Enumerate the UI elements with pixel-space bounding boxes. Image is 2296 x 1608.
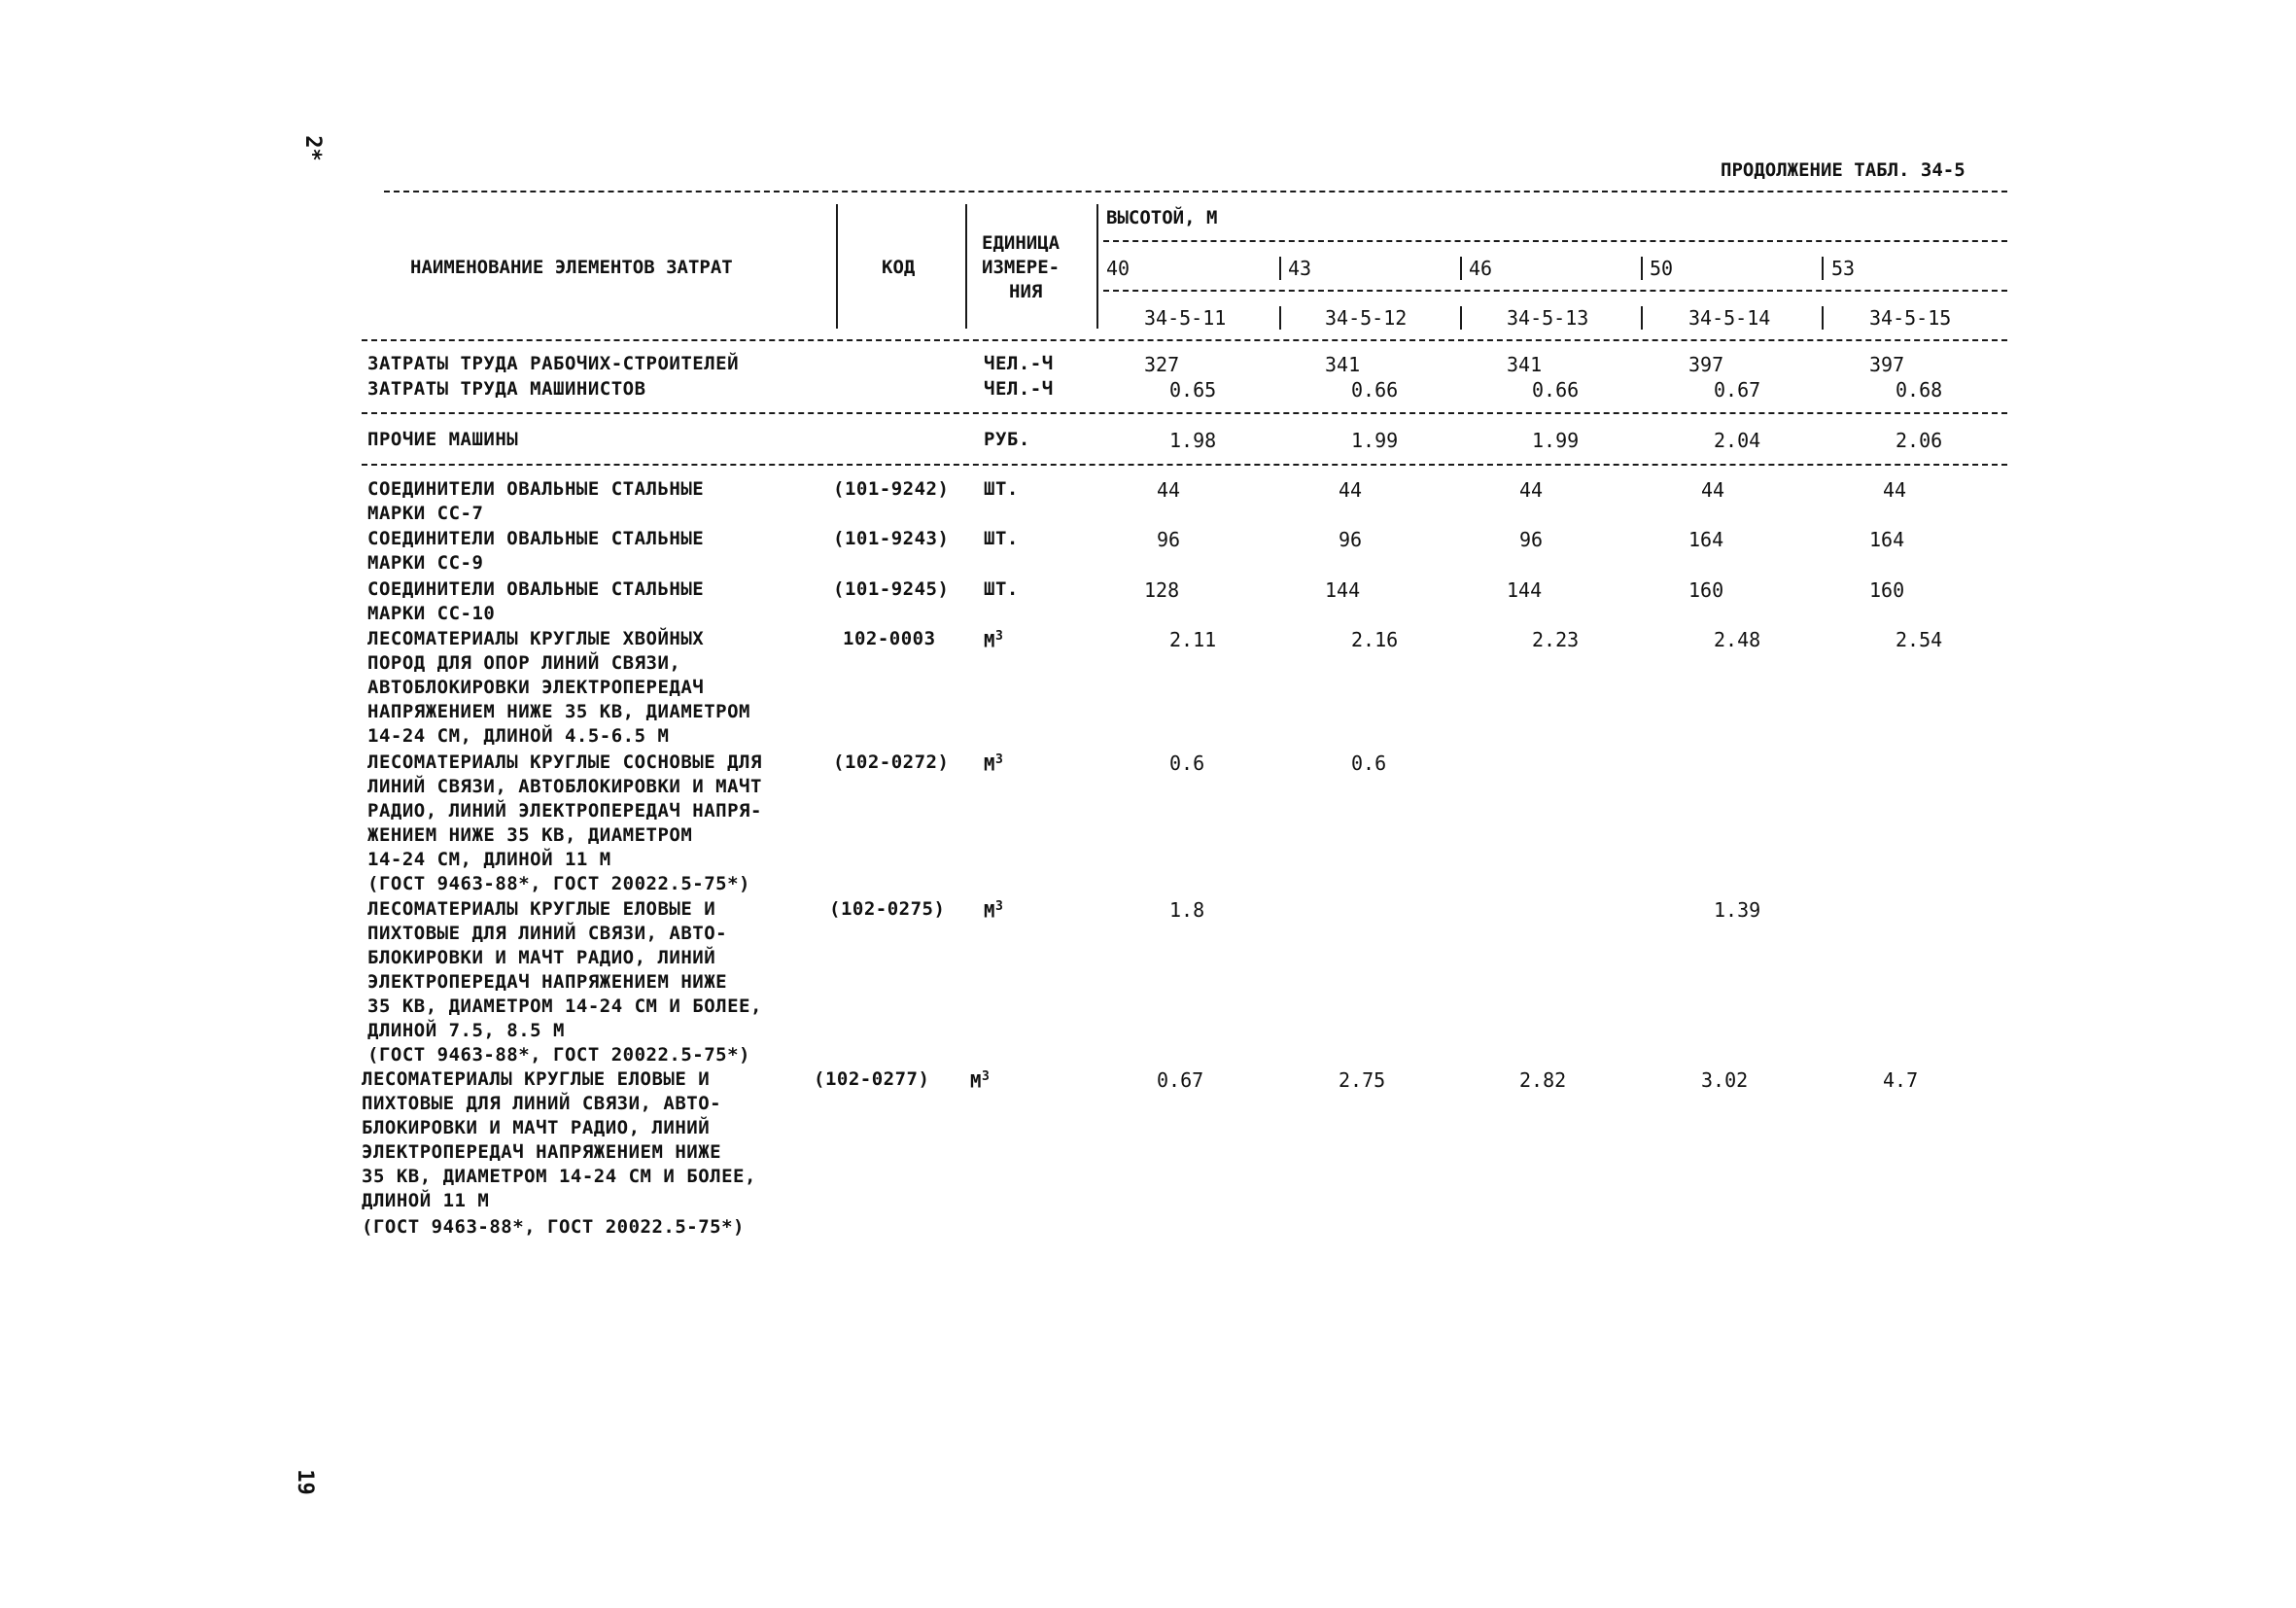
row-2-val-1: 1.99	[1351, 429, 1399, 452]
row-7-code: (102-0272)	[833, 752, 950, 773]
row-8-name-line-6: (ГОСТ 9463-88*, ГОСТ 20022.5-75*)	[367, 1044, 750, 1066]
code-34-5-13: 34-5-13	[1507, 306, 1589, 330]
row-5-code: (101-9245)	[833, 578, 950, 600]
row-1-val-3: 0.67	[1714, 378, 1761, 402]
header-unit-line-1: ЕДИНИЦА	[982, 232, 1061, 254]
row-0-val-0: 327	[1144, 353, 1180, 376]
row-1-unit: ЧЕЛ.-Ч	[984, 378, 1054, 400]
height-40: 40	[1106, 257, 1131, 280]
height-50: 50	[1650, 257, 1674, 280]
row-5-name-line-0: СОЕДИНИТЕЛИ ОВАЛЬНЫЕ СТАЛЬНЫЕ	[367, 578, 705, 600]
row-4-val-1: 96	[1339, 528, 1363, 551]
row-4-val-4: 164	[1869, 528, 1905, 551]
row-9-name-line-3: ЭЛЕКТРОПЕРЕДАЧ НАПРЯЖЕНИЕМ НИЖЕ	[362, 1141, 722, 1163]
row-2-val-4: 2.06	[1896, 429, 1943, 452]
row-6-name-line-1: ПОРОД ДЛЯ ОПОР ЛИНИЙ СВЯЗИ,	[367, 652, 681, 674]
row-1-val-2: 0.66	[1532, 378, 1580, 402]
row-2-val-2: 1.99	[1532, 429, 1580, 452]
row-9-val-2: 2.82	[1519, 1068, 1567, 1092]
row-7-name-line-2: РАДИО, ЛИНИЙ ЭЛЕКТРОПЕРЕДАЧ НАПРЯ-	[367, 800, 762, 821]
row-0-val-4: 397	[1869, 353, 1905, 376]
row-1-val-1: 0.66	[1351, 378, 1399, 402]
rule-after-machines	[362, 464, 2007, 466]
row-0-val-2: 341	[1507, 353, 1543, 376]
page-mark-top: 2*	[299, 135, 325, 161]
row-6-val-0: 2.11	[1169, 628, 1217, 651]
row-8-name-line-4: 35 КВ, ДИАМЕТРОМ 14-24 СМ И БОЛЕЕ,	[367, 996, 762, 1017]
row-4-val-3: 164	[1688, 528, 1724, 551]
row-8-name-line-2: БЛОКИРОВКИ И МАЧТ РАДИО, ЛИНИЙ	[367, 947, 716, 968]
table-caption: ПРОДОЛЖЕНИЕ ТАБЛ. 34-5	[1721, 159, 1966, 181]
codes-separator-1	[1279, 306, 1281, 330]
row-0-name-line-0: ЗАТРАТЫ ТРУДА РАБОЧИХ-СТРОИТЕЛЕЙ	[367, 353, 740, 374]
row-8-val-3: 1.39	[1714, 898, 1761, 922]
header-height-rule	[1103, 240, 2007, 242]
header-name-col: НАИМЕНОВАНИЕ ЭЛЕМЕНТОВ ЗАТРАТ	[410, 257, 733, 278]
row-9-val-3: 3.02	[1701, 1068, 1749, 1092]
row-6-val-3: 2.48	[1714, 628, 1761, 651]
row-6-unit: $М^3$	[984, 629, 1004, 652]
header-separator-46	[1460, 257, 1462, 280]
code-34-5-11: 34-5-11	[1144, 306, 1227, 330]
code-34-5-12: 34-5-12	[1325, 306, 1408, 330]
row-2-val-0: 1.98	[1169, 429, 1217, 452]
row-0-unit: ЧЕЛ.-Ч	[984, 353, 1054, 374]
row-6-name-line-3: НАПРЯЖЕНИЕМ НИЖЕ 35 КВ, ДИАМЕТРОМ	[367, 701, 750, 722]
row-9-val-0: 0.67	[1157, 1068, 1204, 1092]
row-6-val-2: 2.23	[1532, 628, 1580, 651]
row-7-name-line-5: (ГОСТ 9463-88*, ГОСТ 20022.5-75*)	[367, 873, 750, 894]
row-5-name-line-1: МАРКИ СС-10	[367, 603, 496, 624]
row-7-name-line-0: ЛЕСОМАТЕРИАЛЫ КРУГЛЫЕ СОСНОВЫЕ ДЛЯ	[367, 752, 762, 773]
row-6-val-4: 2.54	[1896, 628, 1943, 651]
row-5-val-2: 144	[1507, 578, 1543, 602]
row-9-name-line-6: (ГОСТ 9463-88*, ГОСТ 20022.5-75*)	[362, 1216, 745, 1238]
code-34-5-14: 34-5-14	[1688, 306, 1771, 330]
row-9-val-4: 4.7	[1883, 1068, 1919, 1092]
code-34-5-15: 34-5-15	[1869, 306, 1952, 330]
row-6-code: 102-0003	[843, 628, 936, 649]
row-0-val-1: 341	[1325, 353, 1361, 376]
row-8-name-line-3: ЭЛЕКТРОПЕРЕДАЧ НАПРЯЖЕНИЕМ НИЖЕ	[367, 971, 728, 993]
row-8-val-0: 1.8	[1169, 898, 1205, 922]
row-8-name-line-1: ПИХТОВЫЕ ДЛЯ ЛИНИЙ СВЯЗИ, АВТО-	[367, 923, 728, 944]
rule-after-labor	[362, 412, 2007, 414]
header-codes-rule	[1103, 290, 2007, 292]
row-5-val-3: 160	[1688, 578, 1724, 602]
header-separator-53	[1822, 257, 1824, 280]
row-5-val-0: 128	[1144, 578, 1180, 602]
row-2-name-line-0: ПРОЧИЕ МАШИНЫ	[367, 429, 519, 450]
row-8-name-line-5: ДЛИНОЙ 7.5, 8.5 М	[367, 1020, 565, 1041]
header-unit-line-2: ИЗМЕРЕ-	[982, 257, 1061, 278]
row-9-name-line-2: БЛОКИРОВКИ И МАЧТ РАДИО, ЛИНИЙ	[362, 1117, 711, 1138]
row-5-unit: ШТ.	[984, 578, 1019, 600]
codes-separator-2	[1460, 306, 1462, 330]
row-6-val-1: 2.16	[1351, 628, 1399, 651]
codes-separator-3	[1641, 306, 1643, 330]
codes-separator-4	[1822, 306, 1824, 330]
row-3-name-line-1: МАРКИ СС-7	[367, 503, 484, 524]
header-bottom-rule	[362, 339, 2007, 341]
row-6-name-line-2: АВТОБЛОКИРОВКИ ЭЛЕКТРОПЕРЕДАЧ	[367, 677, 705, 698]
header-separator-code-unit	[965, 204, 967, 329]
height-43: 43	[1288, 257, 1312, 280]
page-number: 19	[292, 1469, 317, 1495]
header-height-label: ВЫСОТОЙ, М	[1106, 207, 1218, 228]
row-4-name-line-0: СОЕДИНИТЕЛИ ОВАЛЬНЫЕ СТАЛЬНЫЕ	[367, 528, 705, 549]
header-top-rule	[384, 191, 2007, 192]
header-separator-50	[1641, 257, 1643, 280]
row-9-name-line-0: ЛЕСОМАТЕРИАЛЫ КРУГЛЫЕ ЕЛОВЫЕ И	[362, 1068, 711, 1090]
row-9-unit: $М^3$	[970, 1069, 991, 1093]
row-3-unit: ШТ.	[984, 478, 1019, 500]
row-8-unit: $М^3$	[984, 899, 1004, 923]
row-4-code: (101-9243)	[833, 528, 950, 549]
height-53: 53	[1831, 257, 1856, 280]
header-unit-line-3: НИЯ	[1009, 281, 1043, 302]
row-7-name-line-1: ЛИНИЙ СВЯЗИ, АВТОБЛОКИРОВКИ И МАЧТ	[367, 776, 762, 797]
row-9-code: (102-0277)	[814, 1068, 930, 1090]
row-3-code: (101-9242)	[833, 478, 950, 500]
row-5-val-1: 144	[1325, 578, 1361, 602]
header-separator-name-code	[836, 204, 838, 329]
header-code-col: КОД	[882, 257, 916, 278]
row-7-name-line-3: ЖЕНИЕМ НИЖЕ 35 КВ, ДИАМЕТРОМ	[367, 824, 693, 846]
row-7-val-1: 0.6	[1351, 752, 1387, 775]
row-2-val-3: 2.04	[1714, 429, 1761, 452]
row-1-val-4: 0.68	[1896, 378, 1943, 402]
height-46: 46	[1469, 257, 1493, 280]
row-3-val-0: 44	[1157, 478, 1181, 502]
row-4-val-0: 96	[1157, 528, 1181, 551]
row-2-unit: РУБ.	[984, 429, 1030, 450]
row-9-name-line-1: ПИХТОВЫЕ ДЛЯ ЛИНИЙ СВЯЗИ, АВТО-	[362, 1093, 722, 1114]
row-3-name-line-0: СОЕДИНИТЕЛИ ОВАЛЬНЫЕ СТАЛЬНЫЕ	[367, 478, 705, 500]
row-9-name-line-4: 35 КВ, ДИАМЕТРОМ 14-24 СМ И БОЛЕЕ,	[362, 1166, 756, 1187]
row-7-unit: $М^3$	[984, 752, 1004, 776]
row-7-name-line-4: 14-24 СМ, ДЛИНОЙ 11 М	[367, 849, 611, 870]
row-3-val-3: 44	[1701, 478, 1725, 502]
header-separator-unit-values	[1096, 204, 1098, 329]
row-4-name-line-1: МАРКИ СС-9	[367, 552, 484, 574]
row-4-unit: ШТ.	[984, 528, 1019, 549]
row-3-val-1: 44	[1339, 478, 1363, 502]
row-7-val-0: 0.6	[1169, 752, 1205, 775]
row-3-val-4: 44	[1883, 478, 1907, 502]
row-3-val-2: 44	[1519, 478, 1544, 502]
row-8-code: (102-0275)	[829, 898, 946, 920]
row-8-name-line-0: ЛЕСОМАТЕРИАЛЫ КРУГЛЫЕ ЕЛОВЫЕ И	[367, 898, 716, 920]
row-6-name-line-4: 14-24 СМ, ДЛИНОЙ 4.5-6.5 М	[367, 725, 670, 747]
row-0-val-3: 397	[1688, 353, 1724, 376]
row-6-name-line-0: ЛЕСОМАТЕРИАЛЫ КРУГЛЫЕ ХВОЙНЫХ	[367, 628, 705, 649]
row-1-val-0: 0.65	[1169, 378, 1217, 402]
header-separator-43	[1279, 257, 1281, 280]
row-1-name-line-0: ЗАТРАТЫ ТРУДА МАШИНИСТОВ	[367, 378, 646, 400]
row-5-val-4: 160	[1869, 578, 1905, 602]
row-9-val-1: 2.75	[1339, 1068, 1386, 1092]
row-9-name-line-5: ДЛИНОЙ 11 М	[362, 1190, 490, 1211]
row-4-val-2: 96	[1519, 528, 1544, 551]
